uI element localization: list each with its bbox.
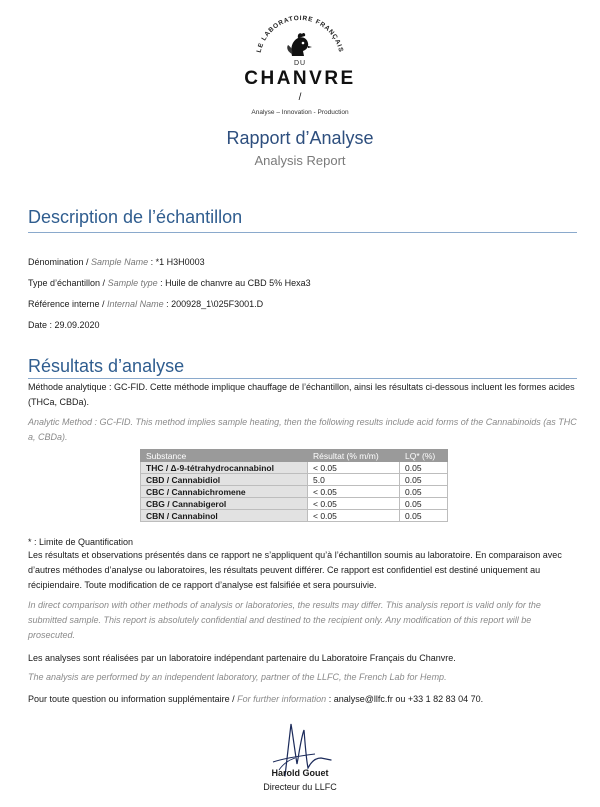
contact-label-en: For further information [237,694,327,704]
cell-result: 5.0 [308,474,400,486]
field-sample-name [28,257,205,267]
cell-substance: CBC / Cannabichromene [141,486,308,498]
logo-wordmark: CHANVRE [244,68,356,89]
cell-substance: CBN / Cannabinol [141,510,308,522]
field-label: Référence interne / [28,299,108,309]
column-header-result: Résultat (% m/m) [308,450,400,462]
cell-substance: CBD / Cannabidiol [141,474,308,486]
logo-ring-text: LE LABORATOIRE FRANÇAIS [255,14,345,54]
disclaimer-en: In direct comparison with other methods of analysis or laboratories, the results may differ. This analysis report is valid only for the submitted sample. This report is absolutely confidential and destined to the recipient only. Any modification of this report will be prosecuted. [28,600,541,640]
cell-lq: 0.05 [400,510,448,522]
field-label: Type d’échantillon / [28,278,108,288]
table-row [141,462,448,474]
table-row [141,474,448,486]
field-value: Huile de chanvre au CBD 5% Hexa3 [165,278,311,288]
partner-notice-en: The analysis are performed by an independent laboratory, partner of the LLFC, the French Lab for Hemp. [28,672,447,682]
field-label-en: Sample type [107,278,158,288]
section-divider [28,232,577,233]
results-table [140,449,448,522]
contact-label: Pour toute question ou information supplémentaire / [28,694,238,704]
contact-line [28,692,580,707]
section-heading-results: Résultats d’analyse [28,356,185,376]
method-description-en: Analytic Method : GC-FID. This method implies sample heating, then the following results include acid forms of the Cannabinoids (as THC a, CBDa). [28,417,577,442]
field-label-en: Internal Name [107,299,164,309]
lq-footnote: * : Limite de Quantification [28,537,134,547]
field-date [28,320,100,330]
cell-result: < 0.05 [308,462,400,474]
column-header-lq: LQ* (%) [400,450,448,462]
signatory-role: Directeur du LLFC [263,782,337,792]
field-label-en: Sample Name [91,257,149,267]
field-sample-type [28,278,311,288]
column-header-substance: Substance [141,450,308,462]
cell-lq: 0.05 [400,498,448,510]
field-label: Dénomination / [28,257,92,267]
contact-details: : analyse@llfc.fr ou +33 1 82 83 04 70. [326,694,484,704]
report-subtitle: Analysis Report [254,153,346,168]
table-header-row [141,450,448,462]
cell-lq: 0.05 [400,474,448,486]
partner-notice-fr: Les analyses sont réalisées par un laboratoire indépendant partenaire du Laboratoire Français du Chanvre. [28,653,456,663]
cell-result: < 0.05 [308,486,400,498]
field-value: 200928_1\025F3001.D [171,299,264,309]
logo-slash: / [298,92,302,103]
cell-result: < 0.05 [308,498,400,510]
method-description-fr: Méthode analytique : GC-FID. Cette méthode implique chauffage de l’échantillon, ainsi les résultats ci-dessous incluent les formes acides (THCa, CBDa). [28,382,575,407]
report-title: Rapport d’Analyse [226,128,374,148]
cell-substance: THC / Δ-9-tétrahydrocannabinol [141,462,308,474]
table-row [141,498,448,510]
signatory-name: Harold Gouet [271,768,329,778]
field-separator: : [163,299,172,309]
logo-tagline: Analyse – Innovation - Production [251,109,349,116]
disclaimer-fr: Les résultats et observations présentés dans ce rapport ne s’appliquent qu’à l’échantillon soumis au laboratoire. En comparaison avec d’autres méthodes d’analyse ou laboratoires, les résultats peuvent différer. Ce rapport est confidentiel est destiné uniquement au récipiendaire. Toute modification de ce rapport d’analyse est falsifiée et sera poursuivie. [28,550,562,590]
cell-result: < 0.05 [308,510,400,522]
field-internal-reference [28,299,263,309]
logo-du: DU [293,60,307,67]
table-row [141,510,448,522]
cell-lq: 0.05 [400,462,448,474]
field-separator: : [157,278,166,288]
table-row [141,486,448,498]
section-heading-description: Description de l’échantillon [28,207,243,227]
field-value: 29.09.2020 [54,320,100,330]
field-value: *1 H3H0003 [155,257,205,267]
cell-substance: CBG / Cannabigerol [141,498,308,510]
field-label: Date : [28,320,55,330]
llfc-logo [230,8,370,120]
field-separator: : [148,257,156,267]
section-divider [28,378,577,379]
cell-lq: 0.05 [400,486,448,498]
